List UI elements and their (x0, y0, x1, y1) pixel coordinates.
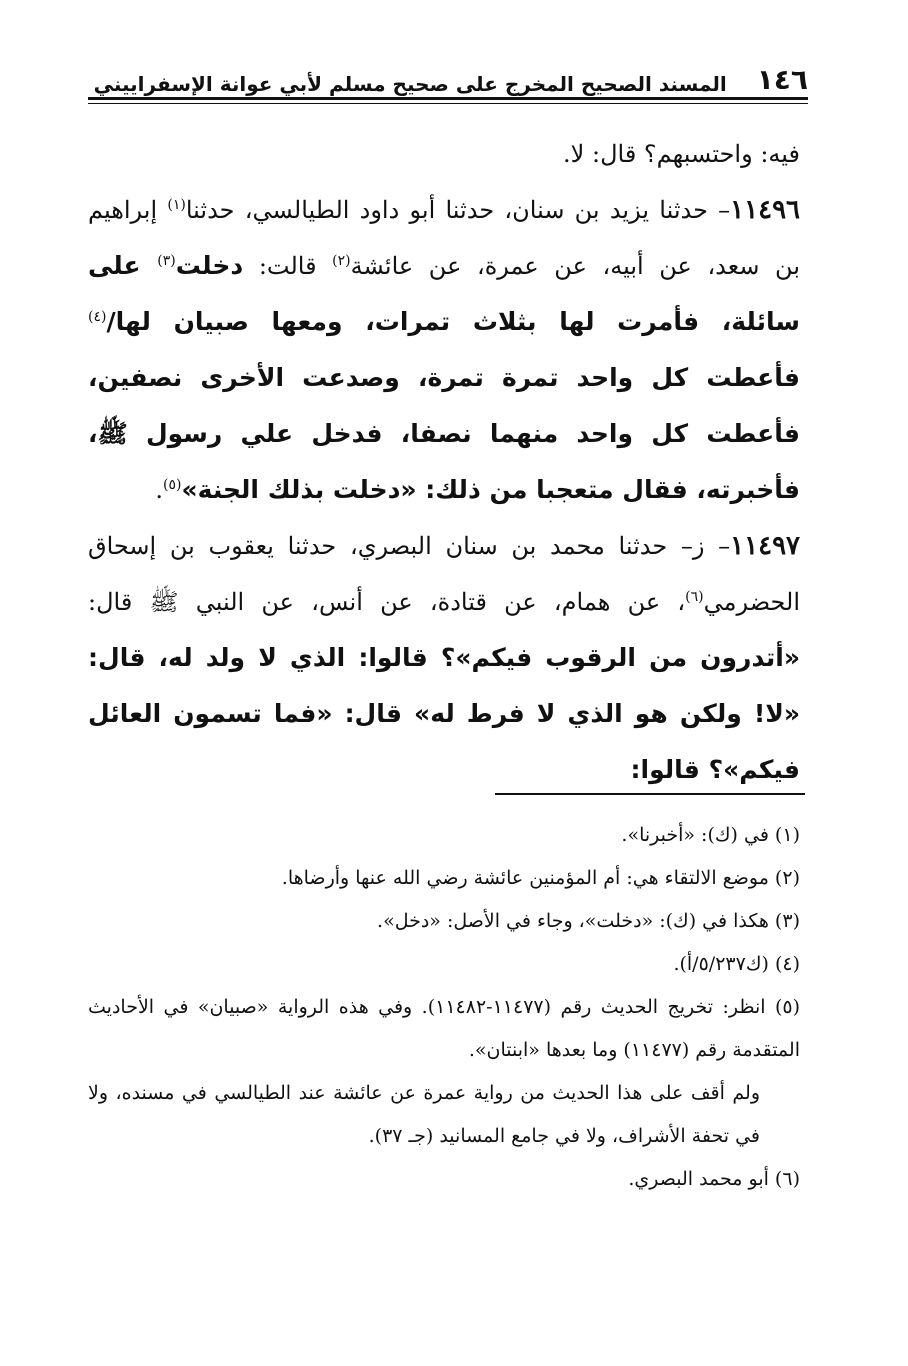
isnad-text: إبراهيم بن سعد، عن أبيه، عن عمرة، عن عائشة (88, 196, 800, 280)
matn-text: فأعطت كل واحد تمرة تمرة، وصدعت الأخرى نصفين، فأعطت كل واحد منهما نصفا، فدخل علي رسول ﷺ، فأخبرته، فقال متعجبا من ذلك: (88, 363, 800, 504)
footnote-4: (٤) (ك٥/٢٣٧/أ). (673, 953, 800, 975)
footnote-ref: (٤) (88, 309, 107, 325)
footnote-6: (٦) أبو محمد البصري. (628, 1168, 800, 1190)
footnote-separator (495, 793, 805, 795)
header-rule (88, 97, 808, 100)
matn-text: على سائلة، فأمرت لها بثلاث تمرات، ومعها صبيان لها/ (88, 251, 800, 336)
matn-text: دخلت (175, 251, 244, 280)
main-text (88, 126, 800, 798)
footnote-ref: (٥) (163, 477, 182, 493)
page-header (88, 60, 808, 96)
matn-quote: «دخلت بذلك الجنة» (181, 475, 417, 504)
page-number: ١٤٦ (756, 63, 808, 96)
end-punct: . (155, 476, 164, 504)
footnote-ref: (٦) (685, 589, 704, 605)
isnad-text: ، عن همام، عن قتادة، عن أنس، عن النبي ﷺ قال: (88, 588, 686, 616)
footnotes (88, 814, 800, 1201)
hadith-11496 (88, 182, 800, 518)
footnote-ref: (٢) (332, 253, 351, 269)
isnad-text: قالت: (243, 252, 333, 280)
footnote-5: (٥) انظر: تخريج الحديث رقم (١١٤٧٧-١١٤٨٢). وفي هذه الرواية «صبيان» في الأحاديث المتقدمة رقم (١١٤٧٧) وما بعدها «ابنتان». (88, 996, 800, 1061)
hadith-11497 (88, 518, 800, 798)
hadith-number: ١١٤٩٦ (730, 195, 800, 225)
isnad-text: – ز– حدثنا محمد بن سنان البصري، حدثنا يعقوب بن إسحاق الحضرمي (88, 532, 800, 616)
isnad-text: – حدثنا يزيد بن سنان، حدثنا أبو داود الطيالسي، حدثنا (185, 196, 731, 224)
hadith-number: ١١٤٩٧ (730, 531, 800, 561)
matn-text: «أتدرون من الرقوب فيكم»؟ قالوا: الذي لا ولد له، قال: «لا! ولكن هو الذي لا فرط له» قال: «فما تسمون العائل فيكم»؟ قالوا: (88, 643, 800, 784)
footnote-ref: (٣) (157, 253, 176, 269)
footnote-1: (١) في (ك): «أخبرنا». (621, 824, 800, 846)
header-rule-thin (88, 103, 808, 104)
footnote-5-continuation: ولم أقف على هذا الحديث من رواية عمرة عن عائشة عند الطيالسي في مسنده، ولا في تحفة الأشراف، ولا في جامع المسانيد (جـ ٣٧). (88, 1082, 760, 1147)
continuation-line: فيه: واحتسبهم؟ قال: لا. (563, 140, 800, 168)
footnote-ref: (١) (167, 197, 186, 213)
footnote-3: (٣) هكذا في (ك): «دخلت»، وجاء في الأصل: «دخل». (377, 910, 800, 932)
footnote-2: (٢) موضع الالتقاء هي: أم المؤمنين عائشة رضي الله عنها وأرضاها. (281, 867, 800, 889)
running-title: المسند الصحيح المخرج على صحيح مسلم لأبي عوانة الإسفراييني (93, 72, 727, 96)
